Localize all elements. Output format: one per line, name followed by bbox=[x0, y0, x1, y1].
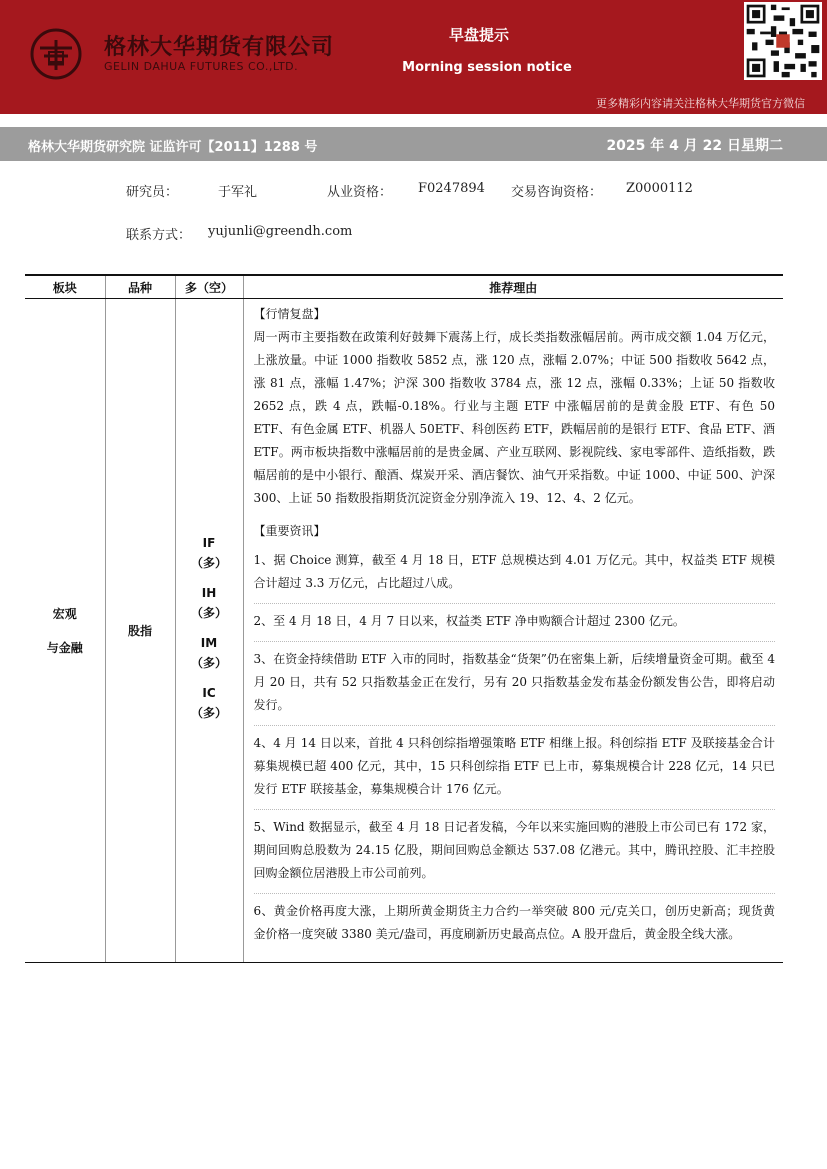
direction-label: （多） bbox=[190, 605, 227, 620]
list-item bbox=[254, 810, 776, 894]
qualification-label: 从业资格： bbox=[327, 185, 393, 200]
table-header-row bbox=[25, 275, 783, 299]
recommendation-table bbox=[25, 274, 783, 963]
contact-label: 联系方式： bbox=[126, 228, 192, 243]
consult-number: Z0000112 bbox=[626, 181, 693, 196]
news-item-6: 6、黄金价格再度大涨，上期所黄金期货主力合约一举突破 800 元/克关口，创历史新高；现货黄金价格一度突破 3380 美元/盎司，再度刷新历史最高点位。A 股开盘后，黄金股全线大涨。 bbox=[253, 904, 775, 941]
reason-cell bbox=[243, 299, 783, 963]
direction-label: （多） bbox=[190, 555, 227, 570]
contract-code: IC bbox=[202, 685, 216, 700]
contract-code: IH bbox=[201, 585, 217, 600]
company-name-en: GELIN DAHUA FUTURES CO.,LTD. bbox=[104, 60, 299, 73]
list-item bbox=[254, 642, 776, 726]
company-logo-icon bbox=[30, 28, 82, 80]
table-row bbox=[25, 299, 783, 963]
report-date: 2025 年 4 月 22 日星期二 bbox=[606, 138, 783, 154]
header-direction: 多（空） bbox=[175, 275, 243, 299]
researcher-label: 研究员： bbox=[126, 185, 179, 200]
wechat-qr-code-icon bbox=[744, 2, 822, 80]
sector-line-2: 与金融 bbox=[46, 640, 83, 655]
contact-email[interactable]: yujunli@greendh.com bbox=[208, 224, 353, 239]
direction-ic bbox=[176, 683, 243, 723]
news-item-2: 2、至 4 月 18 日，4 月 7 日以来，权益类 ETF 净申购额合计超过 2300 亿元。 bbox=[253, 614, 685, 628]
header-reason: 推荐理由 bbox=[243, 275, 783, 299]
list-item bbox=[254, 726, 776, 810]
header-sector: 板块 bbox=[25, 275, 105, 299]
institute-license: 格林大华期货研究院 证监许可【2011】1288 号 bbox=[28, 140, 318, 155]
contract-code: IM bbox=[200, 635, 218, 650]
researcher-name: 于军礼 bbox=[218, 185, 258, 200]
news-item-1: 1、据 Choice 测算，截至 4 月 18 日，ETF 总规模达到 4.01 万亿元。其中，权益类 ETF 规模合计超过 3.3 万亿元，占比超过八成。 bbox=[253, 553, 775, 590]
consult-label: 交易咨询资格： bbox=[511, 185, 603, 200]
review-title: 【行情复盘】 bbox=[253, 307, 326, 321]
list-item bbox=[254, 543, 776, 604]
news-item-4: 4、4 月 14 日以来，首批 4 只科创综指增强策略 ETF 相继上报。科创综指 ETF 及联接基金合计募集规模已超 400 亿元，其中，15 只科创综指 ETF 已上市，募集规模合计 228 亿元，14 只已发行 ETF 联接基金，募集规模合计 176 亿元。 bbox=[253, 736, 775, 796]
list-item bbox=[254, 894, 776, 954]
sector-cell bbox=[25, 299, 105, 963]
list-item bbox=[254, 604, 776, 642]
qualification-number: F0247894 bbox=[418, 181, 485, 196]
news-title: 【重要资讯】 bbox=[253, 524, 326, 538]
notice-title-en: Morning session notice bbox=[402, 60, 572, 75]
direction-ih bbox=[176, 583, 243, 623]
news-item-3: 3、在资金持续借助 ETF 入市的同时，指数基金“货架”仍在密集上新，后续增量资金可期。截至 4 月 20 日，共有 52 只指数基金正在发行，另有 20 只指数基金发布基金份额发售公告，即将启动发行。 bbox=[253, 652, 775, 712]
notice-title-cn: 早盘提示 bbox=[448, 26, 509, 44]
company-name-cn: 格林大华期货有限公司 bbox=[104, 35, 335, 60]
info-bar bbox=[0, 127, 827, 161]
header-variety: 品种 bbox=[105, 275, 175, 299]
sector-line-1: 宏观 bbox=[52, 606, 77, 621]
direction-cell bbox=[175, 299, 243, 963]
direction-label: （多） bbox=[190, 655, 227, 670]
direction-if bbox=[176, 533, 243, 573]
wechat-follow-text: 更多精彩内容请关注格林大华期货官方微信 bbox=[596, 97, 805, 110]
direction-im bbox=[176, 633, 243, 673]
header-banner bbox=[0, 0, 827, 114]
news-item-5: 5、Wind 数据显示，截至 4 月 18 日记者发稿，今年以来实施回购的港股上市公司已有 172 家，期间回购总股数为 24.15 亿股，期间回购总金额达 537.08 亿港元。其中，腾讯控股、汇丰控股回购金额位居港股上市公司前列。 bbox=[253, 820, 775, 880]
variety-cell: 股指 bbox=[105, 299, 175, 963]
contract-code: IF bbox=[202, 535, 216, 550]
review-paragraph: 周一两市主要指数在政策利好鼓舞下震荡上行，成长类指数涨幅居前。两市成交额 1.04 万亿元，上涨放量。中证 1000 指数收 5852 点，涨 120 点，涨幅 2.07%；中证 500 指数收 5642 点，涨 81 点，涨幅 1.47%；沪深 300 指数收 3784 点，涨 12 点，涨幅 0.33%；上证 50 指数收 2652 点，跌 4 点，跌幅-0.18%。行业与主题 ETF 中涨幅居前的是黄金股 ETF、有色 50 ETF、有色金属 ETF、机器人 50ETF、科创医药 ETF，跌幅居前的是银行 ETF、食品 ETF、酒 ETF。两市板块指数中涨幅居前的是贵金属、产业互联网、影视院线、家电零部件、造纸指数，跌幅居前的是中小银行、酿酒、煤炭开采、酒店餐饮、油气开采指数。中证 1000、中证 500、沪深 300、上证 50 指数股指期货沉淀资金分别净流入 19、12、4、2 亿元。 bbox=[253, 330, 775, 505]
direction-label: （多） bbox=[190, 705, 227, 720]
